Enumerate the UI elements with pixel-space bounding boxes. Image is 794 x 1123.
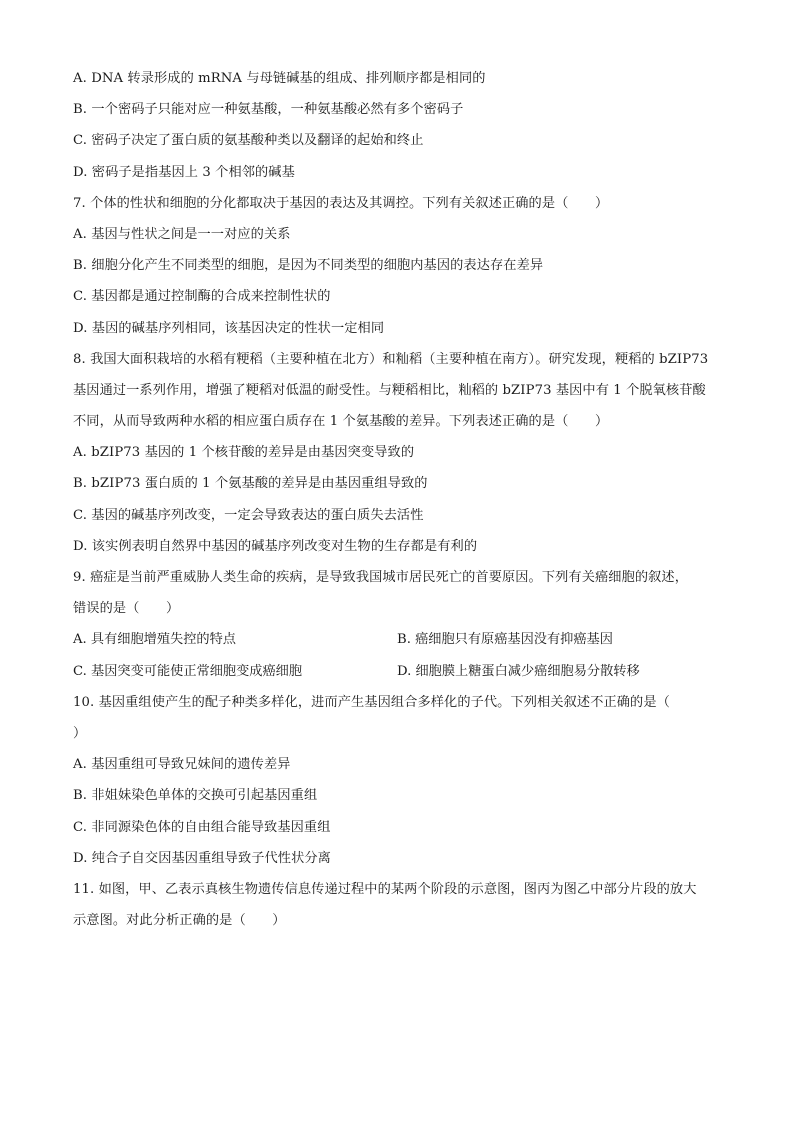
- q9-options-row-2: [73, 656, 723, 687]
- question-content: [73, 63, 723, 936]
- q9-option-d: D. 细胞膜上糖蛋白减少癌细胞易分散转移: [397, 663, 640, 679]
- q10-option-d: D. 纯合子自交因基因重组导致子代性状分离: [73, 850, 331, 866]
- q11-stem-line-1: 11. 如图，甲、乙表示真核生物遗传信息传递过程中的某两个阶段的示意图，图丙为图乙中部分片段的放大: [73, 881, 697, 897]
- q9-stem-line-1: 9. 癌症是当前严重威胁人类生命的疾病，是导致我国城市居民死亡的首要原因。下列有关癌细胞的叙述，: [73, 570, 689, 585]
- q10-stem-line-1: 10. 基因重组使产生的配子种类多样化，进而产生基因组合多样化的子代。下列相关叙述不正确的是（: [73, 694, 670, 710]
- q7-option-d: D. 基因的碱基序列相同，该基因决定的性状一定相同: [73, 320, 385, 336]
- q9-stem-line-2: 错误的是（ ）: [73, 601, 180, 617]
- q8-stem-line-3: 不同，从而导致两种水稻的相应蛋白质存在 1 个氨基酸的差异。下列表述正确的是（ ）: [73, 414, 609, 430]
- q9-option-a: A. 具有细胞增殖失控的特点: [73, 632, 236, 648]
- q8-stem-line-2: 基因通过一系列作用，增强了粳稻对低温的耐受性。与粳稻相比，籼稻的 bZIP73 基因中有 1 个脱氧核苷酸: [73, 382, 706, 398]
- q9-options-row-1: [73, 624, 723, 655]
- q8-option-a: A. bZIP73 基因的 1 个核苷酸的差异是由基因突变导致的: [73, 445, 415, 461]
- q7-stem: 7. 个体的性状和细胞的分化都取决于基因的表达及其调控。下列有关叙述正确的是（ ）: [73, 195, 609, 211]
- q6-option-b: B. 一个密码子只能对应一种氨基酸，一种氨基酸必然有多个密码子: [73, 102, 464, 118]
- q6-option-c: C. 密码子决定了蛋白质的氨基酸种类以及翻译的起始和终止: [73, 133, 424, 149]
- q10-option-c: C. 非同源染色体的自由组合能导致基因重组: [73, 819, 331, 835]
- q10-option-b: B. 非姐妹染色单体的交换可引起基因重组: [73, 788, 318, 804]
- q8-option-b: B. bZIP73 蛋白质的 1 个氨基酸的差异是由基因重组导致的: [73, 476, 428, 492]
- q11-stem-line-2: 示意图。对此分析正确的是（ ）: [73, 913, 286, 929]
- q7-option-c: C. 基因都是通过控制酶的合成来控制性状的: [73, 289, 331, 305]
- q8-stem-line-1: 8. 我国大面积栽培的水稻有粳稻（主要种植在北方）和籼稻（主要种植在南方）。研究发现，粳稻的 bZIP73: [73, 351, 709, 367]
- q7-option-a: A. 基因与性状之间是一一对应的关系: [73, 226, 291, 242]
- q6-option-a: A. DNA 转录形成的 mRNA 与母链碱基的组成、排列顺序都是相同的: [73, 71, 486, 86]
- q10-option-a: A. 基因重组可导致兄妹间的遗传差异: [73, 757, 291, 773]
- q10-stem-line-2: ）: [73, 725, 87, 741]
- q8-option-c: C. 基因的碱基序列改变，一定会导致表达的蛋白质失去活性: [73, 507, 424, 523]
- q6-option-d: D. 密码子是指基因上 3 个相邻的碱基: [73, 164, 295, 180]
- q7-option-b: B. 细胞分化产生不同类型的细胞，是因为不同类型的细胞内基因的表达存在差异: [73, 258, 544, 274]
- q9-option-b: B. 癌细胞只有原癌基因没有抑癌基因: [397, 632, 613, 648]
- q8-option-d: D. 该实例表明自然界中基因的碱基序列改变对生物的生存都是有利的: [73, 538, 478, 554]
- q9-option-c: C. 基因突变可能使正常细胞变成癌细胞: [73, 663, 303, 679]
